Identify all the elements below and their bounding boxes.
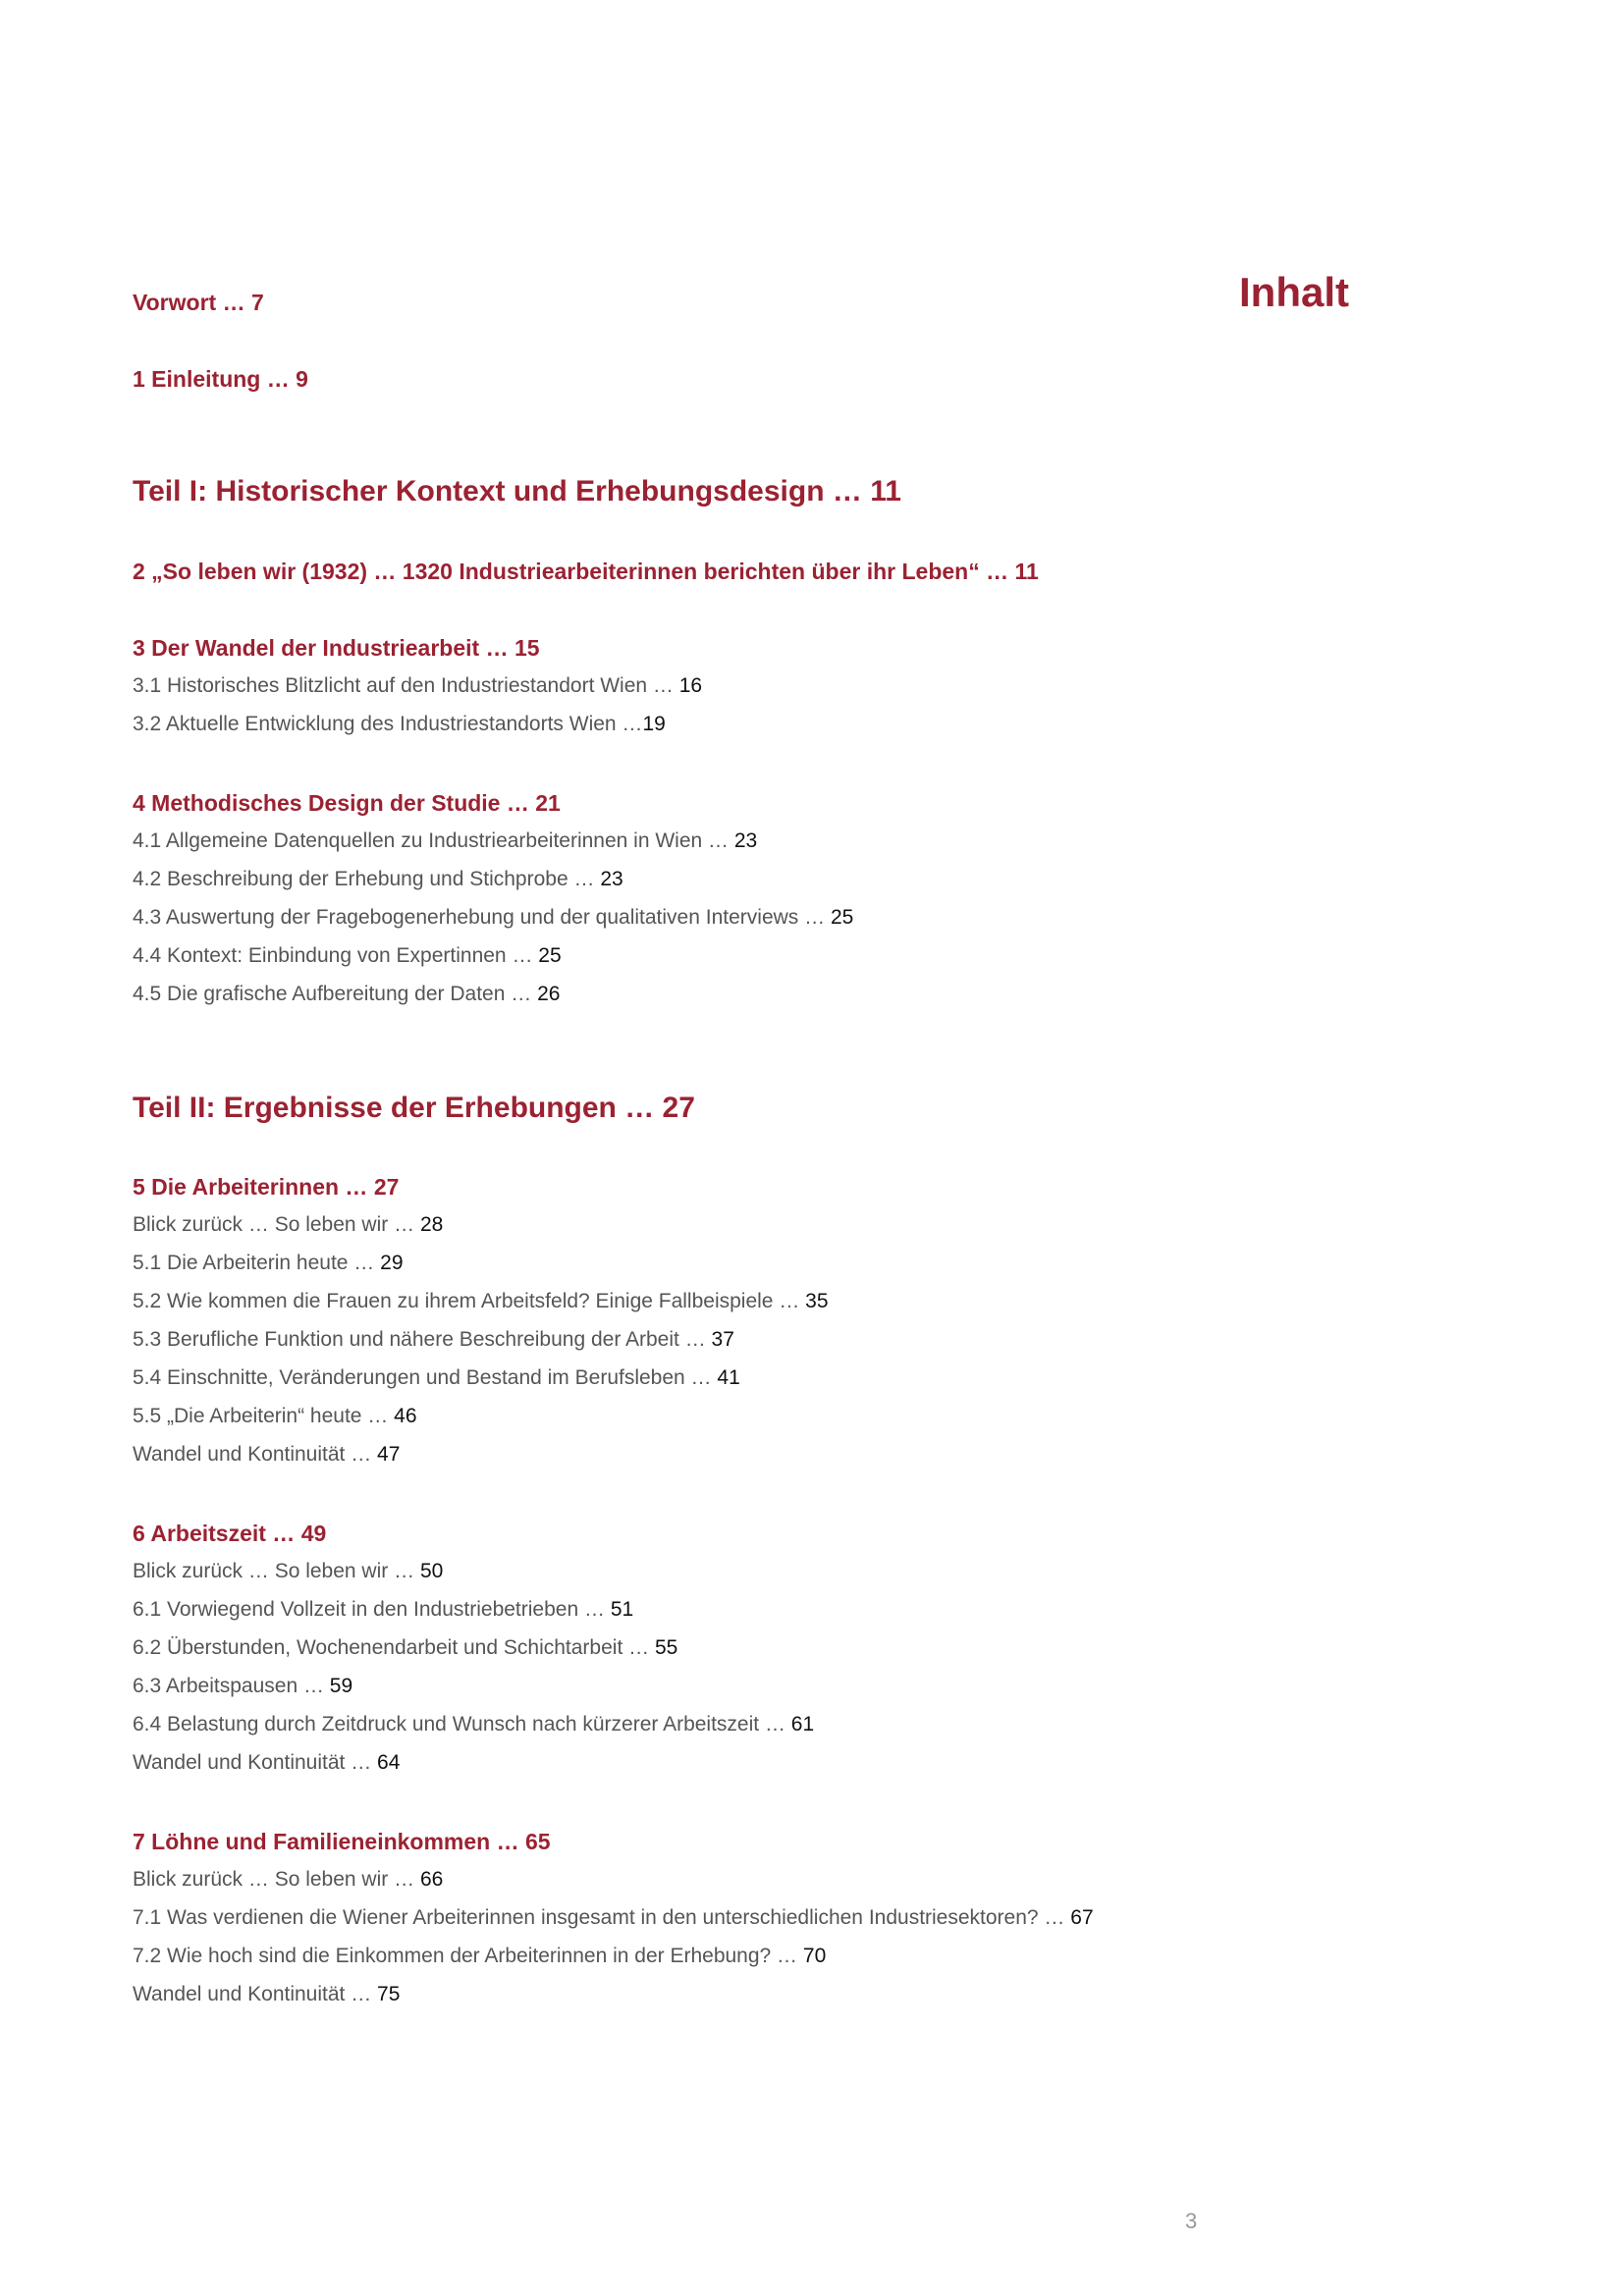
toc-entry-title: 3.2 Aktuelle Entwicklung des Industriestandorts Wien … <box>133 713 643 735</box>
toc-entry-title: 5.2 Wie kommen die Frauen zu ihrem Arbeitsfeld? Einige Fallbeispiele … <box>133 1290 806 1312</box>
toc-entry-page: 67 <box>1070 1906 1094 1929</box>
toc-chapter[interactable] <box>133 288 264 317</box>
toc-entry-page: 16 <box>678 674 703 697</box>
toc-entry[interactable] <box>133 1672 352 1701</box>
toc-entry[interactable] <box>133 865 623 894</box>
toc-entry-page: 35 <box>805 1290 829 1312</box>
toc-entry-title: Blick zurück … So leben wir … <box>133 1560 420 1582</box>
toc-entry[interactable] <box>133 1287 829 1316</box>
toc-entry-title: 4.5 Die grafische Aufbereitung der Daten … <box>133 983 538 1005</box>
toc-entry-page: 15 <box>514 635 540 661</box>
toc-entry-page: 41 <box>717 1366 740 1389</box>
toc-entry-page: 50 <box>419 1560 444 1582</box>
toc-entry-title: Blick zurück … So leben wir … <box>133 1213 420 1236</box>
toc-entry-page: 59 <box>329 1675 353 1697</box>
toc-entry-page: 26 <box>537 983 561 1005</box>
toc-entry-title: 5.4 Einschnitte, Veränderungen und Bestand im Berufsleben … <box>133 1366 718 1389</box>
toc-entry[interactable] <box>133 1710 814 1739</box>
toc-entry-page: 51 <box>610 1598 634 1621</box>
toc-chapter[interactable] <box>133 1519 326 1548</box>
toc-chapter[interactable] <box>133 1172 399 1201</box>
toc-entry-title: 4.3 Auswertung der Fragebogenerhebung und der qualitativen Interviews … <box>133 906 831 929</box>
toc-entry[interactable] <box>133 671 702 701</box>
toc-entry[interactable] <box>133 1865 443 1895</box>
toc-entry-page: 61 <box>790 1713 815 1735</box>
toc-entry-title: Teil II: Ergebnisse der Erhebungen … <box>133 1092 663 1124</box>
toc-entry-title: 6 Arbeitszeit … <box>133 1521 301 1546</box>
toc-entry-title: 7.2 Wie hoch sind die Einkommen der Arbeiterinnen in der Erhebung? … <box>133 1945 803 1967</box>
toc-entry-page: 27 <box>373 1174 400 1200</box>
toc-entry-title: 4.4 Kontext: Einbindung von Expertinnen … <box>133 944 539 967</box>
toc-entry[interactable] <box>133 1210 443 1240</box>
toc-entry-title: 6.1 Vorwiegend Vollzeit in den Industriebetrieben … <box>133 1598 611 1621</box>
toc-entry-page: 55 <box>654 1636 678 1659</box>
toc-entry[interactable] <box>133 1633 677 1663</box>
toc-entry-page: 23 <box>733 829 758 852</box>
toc-entry-title: 6.3 Arbeitspausen … <box>133 1675 330 1697</box>
toc-entry-title: 4 Methodisches Design der Studie … <box>133 790 536 816</box>
toc-entry-page: 46 <box>394 1405 417 1427</box>
toc-entry-title: 7.1 Was verdienen die Wiener Arbeiterinnen insgesamt in den unterschiedlichen Industriesektoren? … <box>133 1906 1071 1929</box>
toc-entry-title: 2 „So leben wir (1932) … 1320 Industriearbeiterinnen berichten über ihr Leben“ … <box>133 559 1015 584</box>
toc-entry-page: 23 <box>600 868 623 890</box>
toc-entry[interactable] <box>133 1249 404 1278</box>
toc-entry-page: 28 <box>419 1213 444 1236</box>
toc-entry-title: Teil I: Historischer Kontext und Erhebungsdesign … <box>133 475 871 507</box>
toc-entry[interactable] <box>133 1748 400 1778</box>
toc-entry-page: 70 <box>802 1945 827 1967</box>
toc-entry-page: 29 <box>380 1252 404 1274</box>
toc-entry-page: 49 <box>300 1521 327 1546</box>
toc-entry-page: 11 <box>870 475 901 507</box>
toc-entry-title: 4.2 Beschreibung der Erhebung und Stichprobe … <box>133 868 601 890</box>
toc-entry[interactable] <box>133 941 562 971</box>
toc-entry-title: Wandel und Kontinuität … <box>133 1983 378 2005</box>
toc-entry-page: 64 <box>377 1751 401 1774</box>
toc-entry-page: 37 <box>711 1328 734 1351</box>
toc-entry-title: Vorwort … <box>133 290 251 315</box>
toc-entry-title: 7 Löhne und Familieneinkommen … <box>133 1829 525 1854</box>
toc-entry-title: 4.1 Allgemeine Datenquellen zu Industriearbeiterinnen in Wien … <box>133 829 734 852</box>
toc-chapter[interactable] <box>133 1827 551 1856</box>
toc-entry[interactable] <box>133 1980 400 2009</box>
toc-entry[interactable] <box>133 827 757 856</box>
toc-entry[interactable] <box>133 1903 1094 1933</box>
toc-entry[interactable] <box>133 1325 734 1355</box>
toc-entry[interactable] <box>133 1557 443 1586</box>
toc-entry[interactable] <box>133 710 666 739</box>
toc-entry-page: 47 <box>377 1443 401 1466</box>
toc-entry-page: 25 <box>830 906 854 929</box>
toc-entry-title: 5 Die Arbeiterinnen … <box>133 1174 374 1200</box>
toc-entry-title: Wandel und Kontinuität … <box>133 1443 378 1466</box>
toc-entry-title: 6.2 Überstunden, Wochenendarbeit und Schichtarbeit … <box>133 1636 655 1659</box>
toc-chapter[interactable] <box>133 364 308 394</box>
toc-entry-title: 1 Einleitung … <box>133 366 297 392</box>
toc-entry[interactable] <box>133 1595 633 1625</box>
toc-entry-title: 5.1 Die Arbeiterin heute … <box>133 1252 381 1274</box>
toc-entry-page: 27 <box>662 1092 695 1124</box>
toc-entry-page: 65 <box>525 1829 551 1854</box>
toc-entry-title: 3.1 Historisches Blitzlicht auf den Industriestandort Wien … <box>133 674 679 697</box>
page-title: Inhalt <box>1239 269 1349 315</box>
toc-entry[interactable] <box>133 980 560 1009</box>
toc-entry-page: 19 <box>642 713 666 735</box>
page-number: 3 <box>1185 2209 1198 2233</box>
toc-entry-page: 25 <box>538 944 562 967</box>
toc-entry-title: 3 Der Wandel der Industriearbeit … <box>133 635 514 661</box>
toc-entry-title: 5.5 „Die Arbeiterin“ heute … <box>133 1405 395 1427</box>
toc-entry[interactable] <box>133 1440 400 1469</box>
toc-part-heading[interactable] <box>133 472 901 511</box>
toc-entry-title: Blick zurück … So leben wir … <box>133 1868 420 1891</box>
toc-entry-page: 21 <box>535 790 561 816</box>
toc-entry-title: 6.4 Belastung durch Zeitdruck und Wunsch nach kürzerer Arbeitszeit … <box>133 1713 791 1735</box>
toc-entry-page: 9 <box>296 366 308 392</box>
toc-chapter[interactable] <box>133 633 540 663</box>
toc-entry-page: 75 <box>377 1983 401 2005</box>
toc-entry[interactable] <box>133 1363 740 1393</box>
toc-entry-page: 66 <box>419 1868 444 1891</box>
toc-chapter[interactable] <box>133 557 1039 586</box>
toc-part-heading[interactable] <box>133 1089 695 1128</box>
toc-entry[interactable] <box>133 903 853 933</box>
toc-entry[interactable] <box>133 1402 417 1431</box>
toc-chapter[interactable] <box>133 788 561 818</box>
toc-entry[interactable] <box>133 1942 826 1971</box>
toc-entry-title: 5.3 Berufliche Funktion und nähere Beschreibung der Arbeit … <box>133 1328 712 1351</box>
toc-entry-title: Wandel und Kontinuität … <box>133 1751 378 1774</box>
toc-entry-page: 7 <box>250 290 264 315</box>
toc-entry-page: 11 <box>1014 559 1039 584</box>
